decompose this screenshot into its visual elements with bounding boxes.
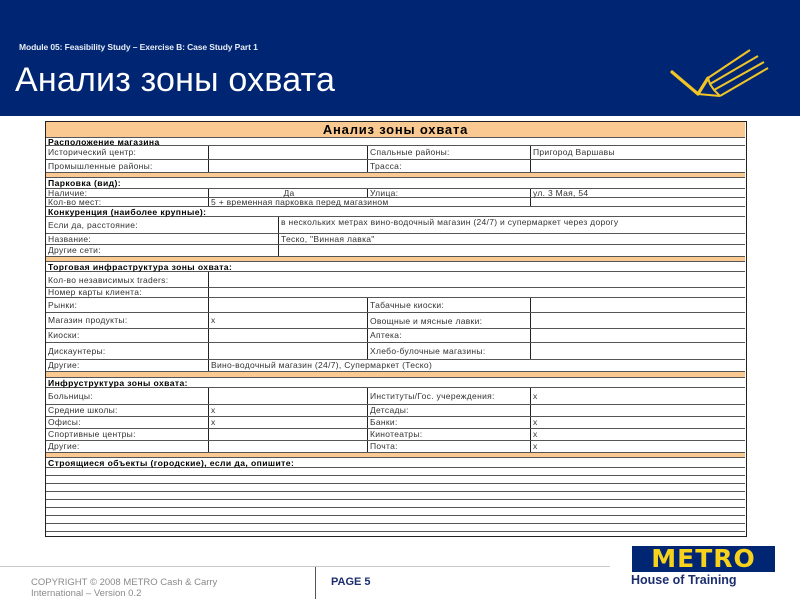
table-row	[46, 160, 745, 173]
historic-center-field[interactable]	[208, 146, 367, 159]
parking-extra-field[interactable]	[530, 198, 745, 206]
construction-line[interactable]	[46, 508, 745, 516]
post-office-field[interactable]: x	[530, 441, 745, 452]
field-label: Другие:	[48, 360, 80, 370]
field-label: Трасса:	[367, 160, 530, 172]
page-title: Анализ зоны охвата	[15, 61, 336, 99]
table-row	[46, 189, 745, 198]
table-row	[46, 417, 745, 429]
pharmacy-field[interactable]	[530, 329, 745, 342]
section-parking: Парковка (вид):	[46, 178, 745, 189]
hospitals-field[interactable]	[208, 388, 367, 404]
field-label: Кол-во независимых traders:	[48, 274, 169, 285]
field-label: Рынки:	[48, 299, 78, 310]
metro-wordmark: METRO	[651, 544, 756, 573]
field-label: Спальные районы:	[367, 146, 530, 159]
page-number: PAGE 5	[331, 576, 371, 588]
kiosks-field[interactable]	[208, 329, 367, 342]
metro-logo	[632, 546, 775, 572]
bakeries-field[interactable]	[530, 343, 745, 359]
footer-divider	[0, 566, 610, 567]
schools-field[interactable]: x	[208, 405, 367, 416]
discounters-field[interactable]	[208, 343, 367, 359]
highway-field[interactable]	[530, 160, 745, 172]
field-label: Аптека:	[367, 329, 530, 342]
field-label: Дискаунтеры:	[48, 345, 106, 356]
section-infrastructure: Инфруструктура зоны охвата:	[46, 378, 745, 388]
cinemas-field[interactable]: x	[530, 429, 745, 440]
field-label: Наличие:	[48, 189, 88, 197]
independent-traders-field[interactable]	[208, 272, 745, 287]
table-row	[46, 298, 745, 313]
field-label: Почта:	[367, 441, 530, 452]
table-row	[46, 405, 745, 417]
section-store-location: Расположение магазина	[46, 138, 745, 146]
field-label: Номер карты клиента:	[48, 288, 142, 297]
field-label: Кол-во мест:	[48, 198, 102, 206]
field-label: Название:	[48, 234, 92, 244]
institutions-field[interactable]: x	[530, 388, 745, 404]
field-label: Другие сети:	[48, 245, 101, 255]
field-label: Другие:	[48, 441, 80, 451]
field-label: Хлебо-булочные магазины:	[367, 343, 530, 359]
field-label: Если да, расстояние:	[48, 219, 138, 230]
table-row	[46, 329, 745, 343]
table-row	[46, 217, 745, 234]
construction-line[interactable]	[46, 476, 745, 484]
catchment-analysis-form	[45, 121, 747, 537]
form-title: Анализ зоны охвата	[46, 122, 745, 138]
field-label: Улица:	[367, 189, 530, 197]
table-row	[46, 234, 745, 245]
other-chains-field[interactable]	[278, 245, 745, 256]
banks-field[interactable]: x	[530, 417, 745, 428]
section-retail: Торговая инфраструктура зоны охвата:	[46, 262, 745, 272]
residential-areas-field[interactable]: Пригород Варшавы	[530, 146, 745, 159]
kindergartens-field[interactable]	[530, 405, 745, 416]
construction-line[interactable]	[46, 532, 745, 536]
construction-line[interactable]	[46, 516, 745, 524]
table-row	[46, 343, 745, 360]
copyright	[31, 577, 217, 599]
slide-header	[0, 0, 800, 116]
field-label: Промышленные районы:	[48, 160, 153, 171]
field-label: Овощные и мясные лавки:	[367, 313, 530, 328]
construction-line[interactable]	[46, 468, 745, 476]
table-row	[46, 272, 745, 288]
field-label: Офисы:	[48, 417, 81, 427]
field-label: Исторический центр:	[48, 147, 137, 157]
loyalty-card-field[interactable]	[208, 288, 745, 297]
pencil-check-icon	[668, 48, 778, 104]
house-of-training-label: House of Training	[631, 573, 737, 587]
produce-meat-shops-field[interactable]	[530, 313, 745, 328]
other-retail-field[interactable]: Вино-водочный магазин (24/7), Супермаркет (Теско)	[208, 360, 745, 371]
markets-field[interactable]	[208, 298, 367, 312]
footer-separator	[315, 567, 316, 599]
construction-line[interactable]	[46, 484, 745, 492]
table-row	[46, 245, 745, 257]
table-row	[46, 441, 745, 453]
field-label: Табачные киоски:	[367, 298, 530, 312]
field-label: Банки:	[367, 417, 530, 428]
field-label: Спортивные центры:	[48, 429, 136, 439]
construction-line[interactable]	[46, 492, 745, 500]
table-row	[46, 198, 745, 207]
field-label: Магазин продукты:	[48, 315, 128, 325]
field-label: Средние школы:	[48, 405, 118, 415]
table-row	[46, 388, 745, 405]
offices-field[interactable]: x	[208, 417, 367, 428]
copyright-line-2: International – Version 0.2	[31, 588, 142, 599]
grocery-stores-field[interactable]: x	[208, 313, 367, 328]
copyright-line-1: COPYRIGHT © 2008 METRO Cash & Carry	[31, 577, 218, 588]
sports-centers-field[interactable]	[208, 429, 367, 440]
table-row	[46, 429, 745, 441]
parking-spaces-field[interactable]: 5 + временная парковка перед магазином	[208, 198, 530, 206]
street-field[interactable]: ул. 3 Мая, 54	[530, 189, 745, 197]
field-label: Кинотеатры:	[367, 429, 530, 440]
section-construction: Строящиеся объекты (городские), если да, опишите:	[46, 458, 745, 468]
table-row	[46, 313, 745, 329]
parking-available-field[interactable]: Да	[208, 189, 367, 197]
competitor-distance-field[interactable]: в нескольких метрах вино-водочный магазин (24/7) и супермаркет через дорогу	[278, 217, 745, 233]
field-label: Больницы:	[48, 390, 93, 401]
table-row	[46, 360, 745, 372]
field-label: Киоски:	[48, 330, 80, 340]
tobacco-kiosks-field[interactable]	[530, 298, 745, 312]
competitor-name-field[interactable]: Теско, "Винная лавка"	[278, 234, 745, 244]
industrial-areas-field[interactable]	[208, 160, 367, 172]
construction-line[interactable]	[46, 500, 745, 508]
field-label: Детсады:	[367, 405, 530, 416]
table-row	[46, 146, 745, 160]
field-label: Институты/Гос. учереждения:	[367, 388, 530, 404]
other-infrastructure-field[interactable]	[208, 441, 367, 452]
section-competition: Конкуренция (наиболее крупные):	[46, 207, 745, 217]
table-row	[46, 288, 745, 298]
construction-line[interactable]	[46, 524, 745, 532]
module-subtitle: Module 05: Feasibility Study – Exercise B: Case Study Part 1	[19, 42, 258, 52]
